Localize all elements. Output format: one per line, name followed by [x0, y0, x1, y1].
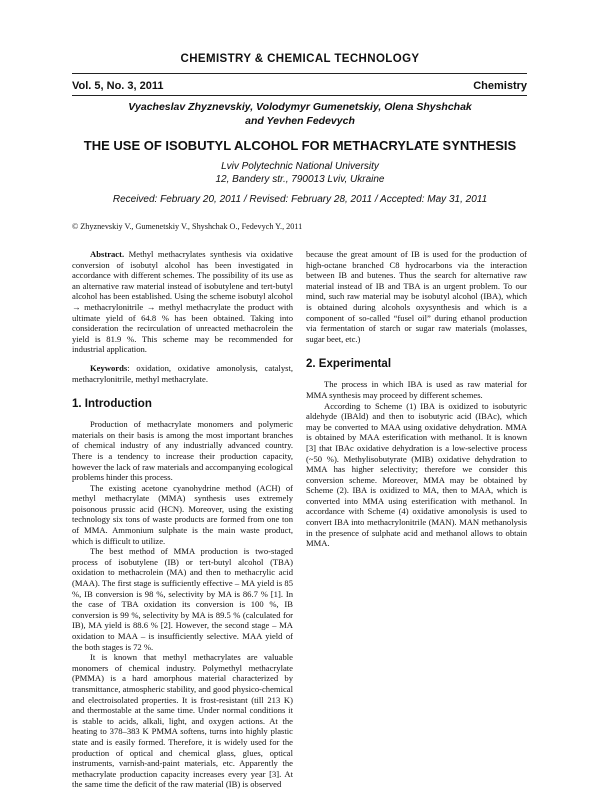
- left-column: [72, 249, 293, 790]
- introduction-paragraph-2: The existing acetone cyanohydrine method (ACH) of methyl methacrylate (MMA) synthesis uses extremely poisonous prussic acid (HCN). Moreover, using the existing technology six tons of waste products are formed from one ton of MMA. Ammonium sulphate is the main waste product, which is difficult to utilize.: [72, 482, 293, 546]
- experimental-paragraph-1: The process in which IBA is used as raw material for MMA synthesis may proceed by different schemes.: [306, 379, 527, 400]
- introduction-paragraph-1: Production of methacrylate monomers and polymeric materials on their basis is among the most important branches of chemical industry of any industrially advanced country. There is a tendency to increase their production capacity, however the lack of raw materials and accompanying ecological problems hinder this process.: [72, 419, 293, 483]
- header-bottom-rule: [72, 95, 527, 96]
- experimental-heading: 2. Experimental: [306, 358, 392, 371]
- authors-line-1: Vyacheslav Zhyznevskiy, Volodymyr Gumenetskiy, Olena Shyshchak: [128, 101, 472, 113]
- journal-title: CHEMISTRY & CHEMICAL TECHNOLOGY: [180, 53, 420, 65]
- affiliation-line-2: 12, Bandery str., 790013 Lviv, Ukraine: [215, 174, 385, 185]
- right-column: [306, 249, 527, 549]
- keywords-label: Keywords: [90, 362, 128, 373]
- experimental-paragraph-2: According to Scheme (1) IBA is oxidized to isobutyric aldehyde (IBAld) and then to isobutyric acid (IBAc), which may be converted to MAA using oxidative dehydration. MMA is obtained by MAA esterification with methanol. It is known [3] that IBAc oxidative dehydration is a low-selective process (~50 %). Methylisobutyrate (MIB) oxidative dehydration to MMA has higher selectivity; therefore we consider this conversion scheme. Moreover, MMA may be obtained by Scheme (2). IBA is oxidized to MA, then to MAA, which is converted into MMA using esterification with methanol. In accordance with Scheme (4) oxidative amonolysis is used to convert IBA into methacrylonitrile (MAN). MAN methanolysis in the presence of sulphate acid and methanol allows to obtain MMA.: [306, 400, 527, 549]
- journal-section: Chemistry: [473, 80, 527, 92]
- volume-info: Vol. 5, No. 3, 2011: [72, 80, 164, 92]
- article-title: THE USE OF ISOBUTYL ALCOHOL FOR METHACRYLATE SYNTHESIS: [83, 138, 517, 153]
- copyright-line: © Zhyznevskiy V., Gumenetskiy V., Shyshchak O., Fedevych Y., 2011: [72, 222, 303, 231]
- introduction-paragraph-3: The best method of MMA production is two-staged process of isobutylene (IB) or tert-butyl alcohol (TBA) oxidation to methacrolein (MA) and then to methacrylic acid (MAA). The first stage is sufficiently effective – MA yield is 85 %, IB conversion is 98 %, selectivity by MA is 86.7 % [1]. In the case of TBA oxidation its conversion is 100 %, IB conversion is 99 %, selectivity by MA is 89.5 % (calculated for IB), MA yield is 88.6 % [2]. However, the second stage – MA oxidation to MAA – is insufficiently selective. MAA yield of the both stages is 72 %.: [72, 546, 293, 652]
- article-dates: Received: February 20, 2011 / Revised: February 28, 2011 / Accepted: May 31, 2011: [112, 194, 488, 205]
- affiliation: [72, 160, 528, 186]
- introduction-paragraph-4-continued: because the great amount of IB is used for the production of high-octane branched C8 hydrocarbons via the interaction between IB and butenes. Thus the search for alternative raw material instead of IB and TBA is an urgent problem. To our mind, such raw material may be isobutyl alcohol (IBA), which is obtained during alcohols oxysynthesis and which is a component of so-called “fusel oil” during ethanol production via fermentation of starch or sugar raw materials (molasses, sugar beet, etc.): [306, 249, 527, 344]
- abstract-text: Methyl methacrylates synthesis via oxidative conversion of isobutyl alcohol has been investigated in accordance with different schemes. The possibility of its use as an alternative raw material instead of isobutylene and tert-butyl alcohol has been established. Using the scheme isobutyl alcohol → methacrylonitrile → methyl methacrylate the product with ultimate yield of 64.8 % has been obtained. Taking into consideration the recirculation of unreacted methacrolein the yield is 81.9 %. This scheme may be recommended for industrial application.: [72, 249, 293, 355]
- abstract-label: Abstract.: [90, 249, 125, 259]
- author-list: [72, 100, 528, 128]
- affiliation-line-1: Lviv Polytechnic National University: [221, 161, 379, 172]
- header-top-rule: [72, 73, 527, 74]
- keywords-text: : oxidation, oxidative amonolysis, catalyst, methacrylonitrile, methyl methacrylate.: [72, 362, 293, 384]
- introduction-paragraph-4: It is known that methyl methacrylates are valuable monomers of chemical industry. Polymethyl methacrylate (PMMA) is a hard amorphous material characterized by transmittance, atmospheric stability, and good physico-chemical and electroisolated properties. It is frost-resistant (till 213 K) and thermostable at the same time. Under normal conditions it is stable to acids, alkali, light, and oxygen actions. At the heating to 378–383 K PMMA softens, turns into highly plastic state and is easily formed. Therefore, it is widely used for the production of optical and chemical glass, glues, optical instruments, varnish-and-paint materials, etc. Apparently the methacrylate production capacity increases every year [3]. At the same time the deficit of the raw material (IB) is observed: [72, 652, 293, 790]
- abstract: [72, 249, 293, 355]
- authors-line-2: and Yevhen Fedevych: [245, 115, 355, 127]
- introduction-heading: 1. Introduction: [72, 398, 152, 411]
- keywords: [72, 363, 293, 384]
